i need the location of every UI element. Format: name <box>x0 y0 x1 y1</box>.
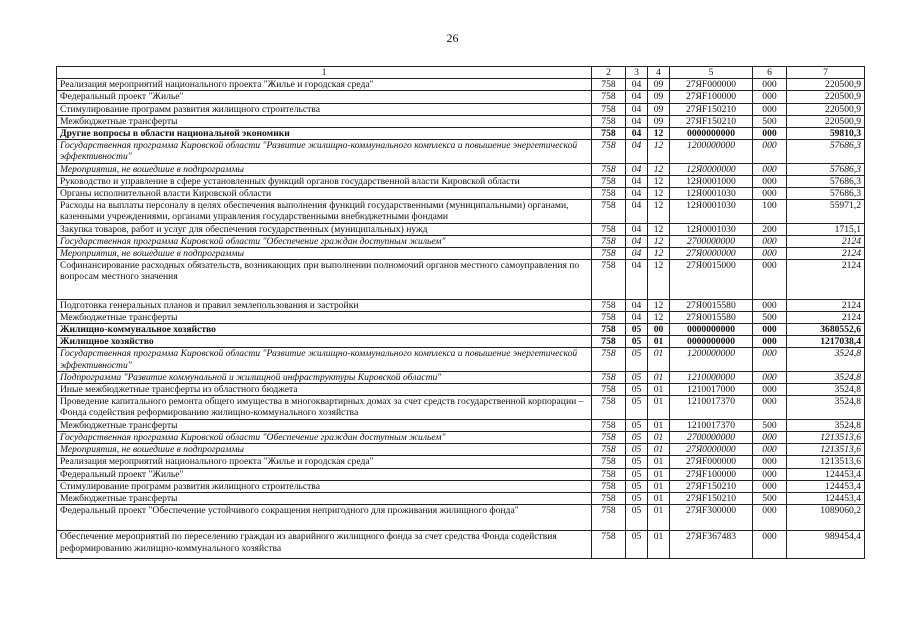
cell-type: 000 <box>753 531 787 558</box>
table-row <box>57 396 865 419</box>
cell-type: 000 <box>753 396 787 419</box>
cell-target: 1200000000 <box>670 140 753 163</box>
cell-type: 000 <box>753 384 787 396</box>
cell-section: 05 <box>626 348 648 371</box>
table-row <box>57 260 865 299</box>
cell-name: Федеральный проект "Жилье" <box>57 468 592 480</box>
cell-type: 000 <box>753 91 787 103</box>
cell-subsection: 12 <box>648 128 670 140</box>
cell-target: 0000000000 <box>670 128 753 140</box>
cell-type: 000 <box>753 128 787 140</box>
cell-amount: 3524,8 <box>787 384 865 396</box>
cell-code: 758 <box>592 336 626 348</box>
cell-type: 000 <box>753 79 787 91</box>
cell-type: 000 <box>753 480 787 492</box>
cell-target: 12Я0001030 <box>670 223 753 235</box>
table-row <box>57 223 865 235</box>
table-row <box>57 419 865 431</box>
cell-name: Жилищно-коммунальное хозяйство <box>57 324 592 336</box>
cell-section: 05 <box>626 384 648 396</box>
cell-subsection: 09 <box>648 115 670 127</box>
cell-section: 05 <box>626 444 648 456</box>
table-row <box>57 103 865 115</box>
cell-code: 758 <box>592 140 626 163</box>
cell-name: Федеральный проект "Жилье" <box>57 91 592 103</box>
header-row <box>57 67 865 79</box>
cell-subsection: 09 <box>648 79 670 91</box>
cell-subsection: 01 <box>648 492 670 504</box>
table-row <box>57 324 865 336</box>
cell-section: 04 <box>626 188 648 200</box>
cell-type: 000 <box>753 299 787 311</box>
cell-type: 000 <box>753 163 787 175</box>
cell-section: 04 <box>626 200 648 223</box>
cell-code: 758 <box>592 468 626 480</box>
cell-type: 200 <box>753 223 787 235</box>
cell-subsection: 01 <box>648 384 670 396</box>
header-cell: 1 <box>57 67 592 79</box>
cell-type: 000 <box>753 431 787 443</box>
header-cell: 7 <box>787 67 865 79</box>
cell-subsection: 09 <box>648 91 670 103</box>
cell-subsection: 09 <box>648 103 670 115</box>
cell-code: 758 <box>592 248 626 260</box>
cell-target: 27ЯF100000 <box>670 468 753 480</box>
cell-type: 500 <box>753 115 787 127</box>
cell-type: 000 <box>753 371 787 383</box>
cell-name: Проведение капитального ремонта общего имущества в многоквартирных домах за счет средств государственной корпорации – Фонда содействия реформированию жилищно-коммунального хозяйства <box>57 396 592 419</box>
cell-amount: 57686,3 <box>787 175 865 187</box>
cell-amount: 57686,3 <box>787 188 865 200</box>
cell-name: Государственная программа Кировской области "Обеспечение граждан доступным жильем" <box>57 431 592 443</box>
cell-subsection: 12 <box>648 140 670 163</box>
cell-type: 000 <box>753 336 787 348</box>
cell-code: 758 <box>592 505 626 531</box>
cell-section: 04 <box>626 103 648 115</box>
cell-section: 05 <box>626 531 648 558</box>
cell-section: 05 <box>626 336 648 348</box>
cell-code: 758 <box>592 492 626 504</box>
cell-type: 500 <box>753 419 787 431</box>
table-row <box>57 200 865 223</box>
cell-name: Реализация мероприятий национального проекта "Жилье и городская среда" <box>57 456 592 468</box>
cell-name: Обеспечение мероприятий по переселению граждан из аварийного жилищного фонда за счет средства Фонда содействия реформированию жилищно-коммунального хозяйства <box>57 531 592 558</box>
cell-section: 04 <box>626 223 648 235</box>
cell-name: Руководство и управление в сфере установленных функций органов государственной власти Кировской области <box>57 175 592 187</box>
cell-amount: 1213513,6 <box>787 456 865 468</box>
cell-subsection: 12 <box>648 175 670 187</box>
cell-target: 27ЯF150210 <box>670 492 753 504</box>
cell-subsection: 01 <box>648 505 670 531</box>
table-row <box>57 248 865 260</box>
table-row <box>57 91 865 103</box>
cell-section: 05 <box>626 456 648 468</box>
cell-type: 500 <box>753 311 787 323</box>
cell-target: 1210000000 <box>670 371 753 383</box>
cell-target: 27ЯF000000 <box>670 456 753 468</box>
cell-section: 05 <box>626 396 648 419</box>
cell-type: 000 <box>753 505 787 531</box>
cell-code: 758 <box>592 396 626 419</box>
cell-type: 000 <box>753 103 787 115</box>
cell-name: Межбюджетные трансферты <box>57 492 592 504</box>
cell-section: 04 <box>626 311 648 323</box>
cell-name: Федеральный проект "Обеспечение устойчивого сокращения непригодного для проживания жилищного фонда" <box>57 505 592 531</box>
header-cell: 5 <box>670 67 753 79</box>
cell-subsection: 01 <box>648 444 670 456</box>
table-row <box>57 531 865 558</box>
table-row <box>57 431 865 443</box>
cell-section: 04 <box>626 128 648 140</box>
cell-code: 758 <box>592 260 626 299</box>
table-row <box>57 115 865 127</box>
cell-name: Государственная программа Кировской области "Развитие жилищно-коммунального комплекса и повышение энергетической эффективности" <box>57 140 592 163</box>
cell-target: 1200000000 <box>670 348 753 371</box>
table-row <box>57 235 865 247</box>
cell-section: 05 <box>626 431 648 443</box>
cell-subsection: 01 <box>648 336 670 348</box>
cell-name: Расходы на выплаты персоналу в целях обеспечения выполнения функций государственными (муниципальными) органами, казенными учреждениями, органами управления государственными внебюджетными фондами <box>57 200 592 223</box>
cell-amount: 2124 <box>787 311 865 323</box>
cell-amount: 2124 <box>787 248 865 260</box>
cell-subsection: 01 <box>648 419 670 431</box>
cell-type: 000 <box>753 260 787 299</box>
cell-subsection: 01 <box>648 480 670 492</box>
cell-section: 05 <box>626 480 648 492</box>
cell-code: 758 <box>592 419 626 431</box>
cell-section: 05 <box>626 505 648 531</box>
cell-target: 2700000000 <box>670 235 753 247</box>
cell-amount: 220500,9 <box>787 103 865 115</box>
table-row <box>57 299 865 311</box>
cell-subsection: 12 <box>648 311 670 323</box>
cell-target: 27Я0015000 <box>670 260 753 299</box>
cell-target: 27ЯF150210 <box>670 103 753 115</box>
header-cell: 4 <box>648 67 670 79</box>
cell-code: 758 <box>592 115 626 127</box>
cell-code: 758 <box>592 444 626 456</box>
cell-name: Стимулирование программ развития жилищного строительства <box>57 480 592 492</box>
cell-code: 758 <box>592 103 626 115</box>
cell-target: 27Я0015580 <box>670 311 753 323</box>
cell-amount: 2124 <box>787 260 865 299</box>
cell-code: 758 <box>592 200 626 223</box>
cell-name: Межбюджетные трансферты <box>57 311 592 323</box>
table-row <box>57 311 865 323</box>
cell-section: 04 <box>626 260 648 299</box>
cell-subsection: 01 <box>648 396 670 419</box>
cell-subsection: 12 <box>648 248 670 260</box>
cell-subsection: 12 <box>648 260 670 299</box>
cell-target: 1210017000 <box>670 384 753 396</box>
cell-name: Жилищное хозяйство <box>57 336 592 348</box>
cell-name: Подпрограмма "Развитие коммунальной и жилищной инфраструктуры Кировской области" <box>57 371 592 383</box>
cell-amount: 1213513,6 <box>787 444 865 456</box>
cell-amount: 220500,9 <box>787 79 865 91</box>
cell-amount: 989454,4 <box>787 531 865 558</box>
cell-type: 000 <box>753 140 787 163</box>
table-row <box>57 468 865 480</box>
cell-type: 000 <box>753 468 787 480</box>
cell-name: Органы исполнительной власти Кировской области <box>57 188 592 200</box>
budget-table <box>56 66 865 559</box>
header-cell: 2 <box>592 67 626 79</box>
table-row <box>57 456 865 468</box>
cell-subsection: 01 <box>648 456 670 468</box>
cell-subsection: 01 <box>648 531 670 558</box>
cell-code: 758 <box>592 348 626 371</box>
cell-amount: 3524,8 <box>787 396 865 419</box>
cell-section: 05 <box>626 492 648 504</box>
cell-amount: 220500,9 <box>787 115 865 127</box>
cell-type: 000 <box>753 444 787 456</box>
cell-amount: 3524,8 <box>787 371 865 383</box>
cell-code: 758 <box>592 188 626 200</box>
cell-name: Реализация мероприятий национального проекта "Жилье и городская среда" <box>57 79 592 91</box>
cell-type: 000 <box>753 324 787 336</box>
cell-amount: 1217038,4 <box>787 336 865 348</box>
cell-target: 27ЯF367483 <box>670 531 753 558</box>
cell-target: 27ЯF300000 <box>670 505 753 531</box>
cell-amount: 3680552,6 <box>787 324 865 336</box>
cell-target: 2700000000 <box>670 431 753 443</box>
cell-name: Государственная программа Кировской области "Обеспечение граждан доступным жильем" <box>57 235 592 247</box>
cell-target: 12Я0001030 <box>670 200 753 223</box>
cell-section: 04 <box>626 140 648 163</box>
table-row <box>57 163 865 175</box>
cell-subsection: 12 <box>648 223 670 235</box>
cell-target: 27Я0015580 <box>670 299 753 311</box>
cell-target: 27Я0000000 <box>670 248 753 260</box>
cell-section: 04 <box>626 175 648 187</box>
cell-section: 05 <box>626 468 648 480</box>
cell-code: 758 <box>592 175 626 187</box>
cell-section: 05 <box>626 324 648 336</box>
cell-target: 12Я0001000 <box>670 175 753 187</box>
table-row <box>57 336 865 348</box>
cell-code: 758 <box>592 324 626 336</box>
cell-name: Стимулирование программ развития жилищного строительства <box>57 103 592 115</box>
table-row <box>57 188 865 200</box>
cell-code: 758 <box>592 91 626 103</box>
cell-code: 758 <box>592 163 626 175</box>
cell-code: 758 <box>592 480 626 492</box>
header-cell: 6 <box>753 67 787 79</box>
cell-type: 000 <box>753 235 787 247</box>
cell-section: 04 <box>626 115 648 127</box>
cell-amount: 124453,4 <box>787 492 865 504</box>
cell-target: 0000000000 <box>670 336 753 348</box>
cell-name: Мероприятия, не вошедшие в подпрограммы <box>57 248 592 260</box>
cell-subsection: 01 <box>648 371 670 383</box>
cell-target: 1210017370 <box>670 396 753 419</box>
cell-code: 758 <box>592 311 626 323</box>
cell-subsection: 00 <box>648 324 670 336</box>
cell-target: 0000000000 <box>670 324 753 336</box>
cell-amount: 1089060,2 <box>787 505 865 531</box>
cell-code: 758 <box>592 456 626 468</box>
cell-amount: 59810,3 <box>787 128 865 140</box>
cell-code: 758 <box>592 235 626 247</box>
table-row <box>57 371 865 383</box>
cell-section: 04 <box>626 235 648 247</box>
cell-subsection: 01 <box>648 431 670 443</box>
cell-type: 000 <box>753 188 787 200</box>
cell-subsection: 01 <box>648 348 670 371</box>
cell-name: Межбюджетные трансферты <box>57 115 592 127</box>
cell-subsection: 12 <box>648 299 670 311</box>
cell-subsection: 12 <box>648 188 670 200</box>
cell-section: 04 <box>626 299 648 311</box>
table-row <box>57 444 865 456</box>
cell-code: 758 <box>592 223 626 235</box>
cell-target: 27ЯF150210 <box>670 480 753 492</box>
cell-section: 04 <box>626 248 648 260</box>
cell-target: 12Я0000000 <box>670 163 753 175</box>
cell-target: 27ЯF000000 <box>670 79 753 91</box>
cell-name: Закупка товаров, работ и услуг для обеспечения государственных (муниципальных) нужд <box>57 223 592 235</box>
table-row <box>57 128 865 140</box>
cell-amount: 2124 <box>787 235 865 247</box>
cell-type: 000 <box>753 456 787 468</box>
cell-name: Мероприятия, не вошедшие в подпрограммы <box>57 444 592 456</box>
cell-name: Другие вопросы в области национальной экономики <box>57 128 592 140</box>
table-row <box>57 384 865 396</box>
cell-amount: 1213513,6 <box>787 431 865 443</box>
cell-code: 758 <box>592 431 626 443</box>
cell-amount: 55971,2 <box>787 200 865 223</box>
cell-amount: 1715,1 <box>787 223 865 235</box>
cell-section: 05 <box>626 371 648 383</box>
cell-code: 758 <box>592 299 626 311</box>
cell-name: Мероприятия, не вошедшие в подпрограммы <box>57 163 592 175</box>
cell-code: 758 <box>592 531 626 558</box>
cell-amount: 57686,3 <box>787 163 865 175</box>
cell-section: 05 <box>626 419 648 431</box>
cell-target: 1210017370 <box>670 419 753 431</box>
cell-code: 758 <box>592 128 626 140</box>
cell-target: 27ЯF150210 <box>670 115 753 127</box>
cell-amount: 124453,4 <box>787 468 865 480</box>
cell-amount: 220500,9 <box>787 91 865 103</box>
table-row <box>57 492 865 504</box>
cell-type: 000 <box>753 248 787 260</box>
cell-target: 27Я0000000 <box>670 444 753 456</box>
cell-section: 04 <box>626 91 648 103</box>
cell-amount: 57686,3 <box>787 140 865 163</box>
cell-name: Иные межбюджетные трансферты из областного бюджета <box>57 384 592 396</box>
cell-name: Государственная программа Кировской области "Развитие жилищно-коммунального комплекса и повышение энергетической эффективности" <box>57 348 592 371</box>
table-row <box>57 480 865 492</box>
cell-type: 000 <box>753 175 787 187</box>
table-row <box>57 140 865 163</box>
cell-type: 000 <box>753 348 787 371</box>
cell-amount: 124453,4 <box>787 480 865 492</box>
cell-type: 500 <box>753 492 787 504</box>
cell-code: 758 <box>592 384 626 396</box>
cell-subsection: 01 <box>648 468 670 480</box>
table-row <box>57 79 865 91</box>
cell-code: 758 <box>592 79 626 91</box>
cell-target: 27ЯF100000 <box>670 91 753 103</box>
cell-amount: 3524,8 <box>787 419 865 431</box>
cell-section: 04 <box>626 163 648 175</box>
cell-type: 100 <box>753 200 787 223</box>
cell-name: Межбюджетные трансферты <box>57 419 592 431</box>
table-row <box>57 175 865 187</box>
cell-code: 758 <box>592 371 626 383</box>
page-number: 26 <box>446 31 459 45</box>
cell-amount: 2124 <box>787 299 865 311</box>
cell-name: Софинансирование расходных обязательств, возникающих при выполнении полномочий органов местного самоуправления по вопросам местного значения <box>57 260 592 299</box>
cell-subsection: 12 <box>648 200 670 223</box>
cell-name: Подготовка генеральных планов и правил землепользования и застройки <box>57 299 592 311</box>
cell-subsection: 12 <box>648 235 670 247</box>
cell-subsection: 12 <box>648 163 670 175</box>
table-row <box>57 505 865 531</box>
cell-amount: 3524,8 <box>787 348 865 371</box>
header-cell: 3 <box>626 67 648 79</box>
cell-target: 12Я0001030 <box>670 188 753 200</box>
table-row <box>57 348 865 371</box>
cell-section: 04 <box>626 79 648 91</box>
